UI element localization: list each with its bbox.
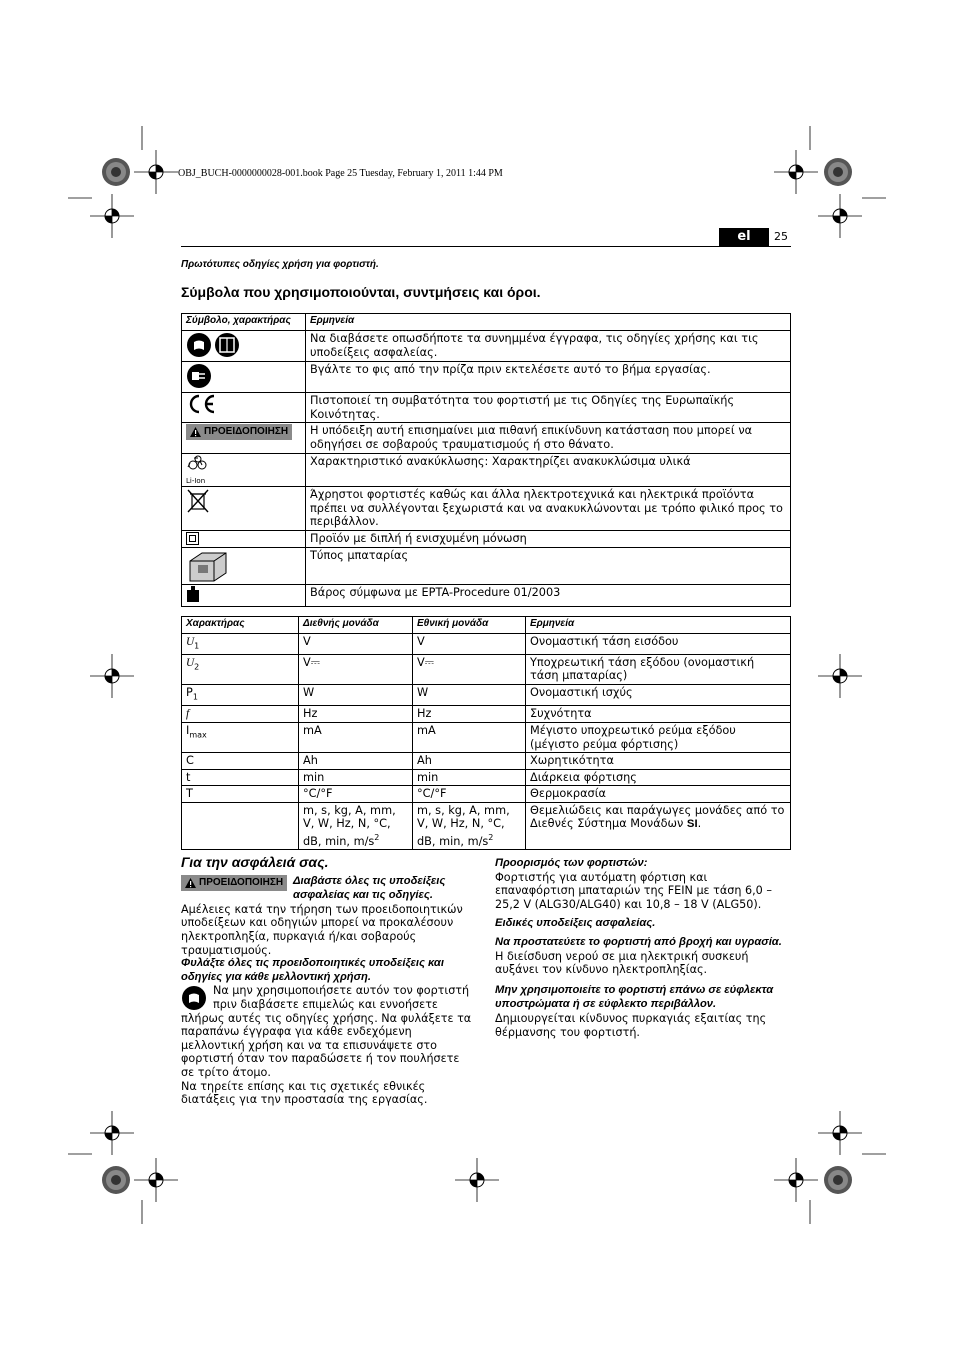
weee-bin-icon	[186, 488, 210, 514]
unit-national: Hz	[413, 705, 526, 723]
unit-meaning: Υποχρεωτική τάση εξόδου (ονομαστική τάση μπαταρίας)	[526, 654, 791, 684]
unit-meaning: Συχνότητα	[526, 705, 791, 723]
unit-symbol: $P_1$	[182, 684, 299, 705]
symbol-meaning: Προϊόν με διπλή ή ενισχυμένη μόνωση	[306, 530, 791, 547]
unit-symbol: C	[182, 753, 299, 770]
symbols-header-meaning: Ερμηνεία	[306, 314, 791, 331]
ce-cell	[182, 393, 306, 423]
read-paragraph	[181, 984, 476, 1079]
unplug-cell	[182, 362, 306, 393]
unit-meaning: Θερμοκρασία	[526, 786, 791, 803]
purpose-title: Προορισμός των φορτιστών:	[495, 857, 648, 869]
warning-triangle-icon	[185, 878, 196, 888]
unit-national: m, s, kg, A, mm, V, W, Hz, N, °C, dB, min, $m/s^2$	[413, 802, 526, 849]
symbol-meaning: Πιστοποιεί τη συμβατότητα του φορτιστή με τις Οδηγίες της Ευρωπαϊκής Κοινότητας.	[306, 393, 791, 423]
unit-symbol: $I_{max}$	[182, 723, 299, 753]
read-manual-icon	[181, 985, 207, 1011]
units-header-meaning: Ερμηνεία	[526, 617, 791, 634]
unit-international: V	[299, 634, 413, 655]
unit-symbol: $U_2$	[182, 654, 299, 684]
header-rule	[181, 246, 791, 247]
symbols-header-symbol: Σύμβολο, χαρακτήρας	[182, 314, 306, 331]
units-table	[181, 616, 791, 850]
flammable-paragraph	[495, 983, 790, 1039]
left-column	[181, 856, 476, 1107]
rain-text: Η διείσδυση νερού σε μια ηλεκτρική συσκευή αυξάνει τον κίνδυνο ηλεκτροπληξίας.	[495, 949, 749, 977]
unit-symbol: f	[182, 705, 299, 723]
units-row	[182, 705, 791, 723]
symbol-meaning: Άχρηστοι φορτιστές καθώς και άλλα ηλεκτροτεχνικά και ηλεκτρικά προϊόντα πρέπει να συλλέγονται ξεχωριστά και να ανακυκλώνονται με τρόπο φιλικό προς το περιβάλλον.	[306, 487, 791, 531]
battery-cell	[182, 547, 306, 584]
language-badge: el	[719, 228, 769, 246]
purpose-text: Φορτιστής για αυτόματη φόρτιση και επαναφόρτιση μπαταριών της FEIN με τάση 6,0 – 25,2 V (ALG30/ALG40) και 10,8 – 18 V (ALG50).	[495, 870, 772, 911]
weight-cell	[182, 584, 306, 606]
warning-paragraph	[181, 874, 476, 958]
special-title: Ειδικές υποδείξεις ασφαλείας.	[495, 917, 656, 930]
national-text: Να τηρείτε επίσης και τις σχετικές εθνικές διατάξεις για την προστασία της εργασίας.	[181, 1079, 428, 1107]
units-row	[182, 786, 791, 803]
symbol-meaning: Να διαβάσετε οπωσδήποτε τα συνημμένα έγγραφα, τις οδηγίες χρήσης και τις υποδείξεις ασφαλείας.	[306, 331, 791, 362]
units-row	[182, 753, 791, 770]
warning-label-text: ΠΡΟΕΙΔΟΠΟΙΗΣΗ	[204, 426, 289, 438]
units-header-intl: Διεθνής μονάδα	[299, 617, 413, 634]
unit-national: V	[413, 634, 526, 655]
unit-national: V⎓	[413, 654, 526, 684]
li-ion-label: Li-Ion	[186, 477, 206, 485]
unit-symbol	[182, 802, 299, 849]
unit-symbol: t	[182, 769, 299, 786]
warning-cell	[182, 423, 306, 454]
unit-international: Ah	[299, 753, 413, 770]
rain-bold: Να προστατεύετε το φορτιστή από βροχή και υγρασία.	[495, 935, 782, 948]
read-manual-icon	[186, 332, 240, 358]
keep-instructions: Φυλάξτε όλες τις προειδοποιητικές υποδείξεις και οδηγίες για κάθε μελλοντική χρήση.	[181, 957, 444, 983]
units-row	[182, 684, 791, 705]
units-header-nat: Εθνική μονάδα	[413, 617, 526, 634]
unit-symbol: $U_1$	[182, 634, 299, 655]
unit-national: min	[413, 769, 526, 786]
unit-meaning: Ονομαστική ισχύς	[526, 684, 791, 705]
original-note: Πρωτότυπες οδηγίες χρήση για φορτιστή.	[181, 259, 379, 270]
unit-international: V⎓	[299, 654, 413, 684]
rain-paragraph	[495, 935, 790, 977]
double-insulation-icon	[186, 532, 199, 545]
recycling-cell	[182, 454, 306, 487]
read-manual-cell	[182, 331, 306, 362]
unit-international: W	[299, 684, 413, 705]
safety-title: Για την ασφάλειά σας.	[181, 854, 329, 870]
ce-mark-icon	[186, 394, 216, 414]
unit-meaning: Διάρκεια φόρτισης	[526, 769, 791, 786]
battery-type-icon	[186, 549, 230, 583]
unit-meaning: Χωρητικότητα	[526, 753, 791, 770]
unit-international: °C/°F	[299, 786, 413, 803]
double-insulation-cell	[182, 530, 306, 547]
warning-triangle-icon	[190, 427, 201, 437]
section-title: Σύμβολα που χρησιμοποιούνται, συντμήσεις και όροι.	[181, 284, 541, 300]
read-text: Να μην χρησιμοποιήσετε αυτόν τον φορτιστή πριν διαβάσετε επιμελώς και εννοήσετε πλήρως αυτές τις οδηγίες χρήσης. Να φυλάξετε τα παραπάνω έγγραφα για κάθε ενδεχόμενη μελλοντική χρήση και να τα επισυνάψετε στο φορτιστή όταν τον παραδώσετε ή τον πουλήσετε σε τρίτο άτομο.	[181, 984, 472, 1079]
unit-national: °C/°F	[413, 786, 526, 803]
warning-label	[186, 424, 292, 440]
units-row	[182, 802, 791, 849]
unit-national: W	[413, 684, 526, 705]
unit-international: mA	[299, 723, 413, 753]
unit-meaning: Ονομαστική τάση εισόδου	[526, 634, 791, 655]
warning-label-text: ΠΡΟΕΙΔΟΠΟΙΗΣΗ	[199, 876, 284, 888]
units-header-char: Χαρακτήρας	[182, 617, 299, 634]
unit-international: min	[299, 769, 413, 786]
warning-label	[181, 875, 287, 891]
unit-international: Hz	[299, 705, 413, 723]
units-row	[182, 654, 791, 684]
unit-symbol: T	[182, 786, 299, 803]
unit-national: mA	[413, 723, 526, 753]
units-body	[182, 634, 791, 850]
symbol-meaning: Η υπόδειξη αυτή επισημαίνει μια πιθανή επικίνδυνη κατάσταση που μπορεί να οδηγήσει σε σοβαρούς τραυματισμούς ή στο θάνατο.	[306, 423, 791, 454]
flammable-bold: Μην χρησιμοποιείτε το φορτιστή επάνω σε εύφλεκτα υποστρώματα ή σε εύφλεκτο περιβάλλον.	[495, 983, 774, 1011]
units-row	[182, 723, 791, 753]
recycling-li-ion-icon	[186, 455, 212, 477]
book-meta-line: OBJ_BUCH-0000000028-001.book Page 25 Tuesday, February 1, 2011 1:44 PM	[178, 168, 503, 179]
units-row	[182, 769, 791, 786]
symbol-meaning: Τύπος μπαταρίας	[306, 547, 791, 584]
unit-meaning: Μέγιστο υποχρεωτικό ρεύμα εξόδου (μέγιστο ρεύμα φόρτισης)	[526, 723, 791, 753]
symbols-table	[181, 313, 791, 607]
warning-bold: Διαβάστε όλες τις υποδείξεις ασφαλείας και τις οδηγίες.	[293, 874, 446, 902]
page-number: 25	[774, 230, 788, 243]
weight-icon	[186, 586, 200, 602]
symbol-meaning: Χαρακτηριστικό ανακύκλωσης: Χαρακτηρίζει ανακυκλώσιμα υλικά	[306, 454, 791, 487]
flammable-text: Δημιουργείται κίνδυνος πυρκαγιάς εξαιτίας της θέρμανσης του φορτιστή.	[495, 1011, 767, 1039]
warning-text: Αμέλειες κατά την τήρηση των προειδοποιητικών υποδείξεων και οδηγιών μπορεί να προκαλέσουν ηλεκτροπληξία, πυρκαγιά ή/και σοβαρούς τραυματισμούς.	[181, 902, 463, 957]
unplug-icon	[186, 363, 212, 389]
symbol-meaning: Βάρος σύμφωνα με EPTA-Procedure 01/2003	[306, 584, 791, 606]
units-row	[182, 634, 791, 655]
symbol-meaning: Βγάλτε το φις από την πρίζα πριν εκτελέσετε αυτό το βήμα εργασίας.	[306, 362, 791, 393]
unit-meaning: Θεμελιώδεις και παράγωγες μονάδες από το Διεθνές Σύστημα Μονάδων SI.	[526, 802, 791, 849]
unit-national: Ah	[413, 753, 526, 770]
right-column	[495, 857, 790, 1039]
weee-cell	[182, 487, 306, 531]
unit-international: m, s, kg, A, mm, V, W, Hz, N, °C, dB, min, $m/s^2$	[299, 802, 413, 849]
